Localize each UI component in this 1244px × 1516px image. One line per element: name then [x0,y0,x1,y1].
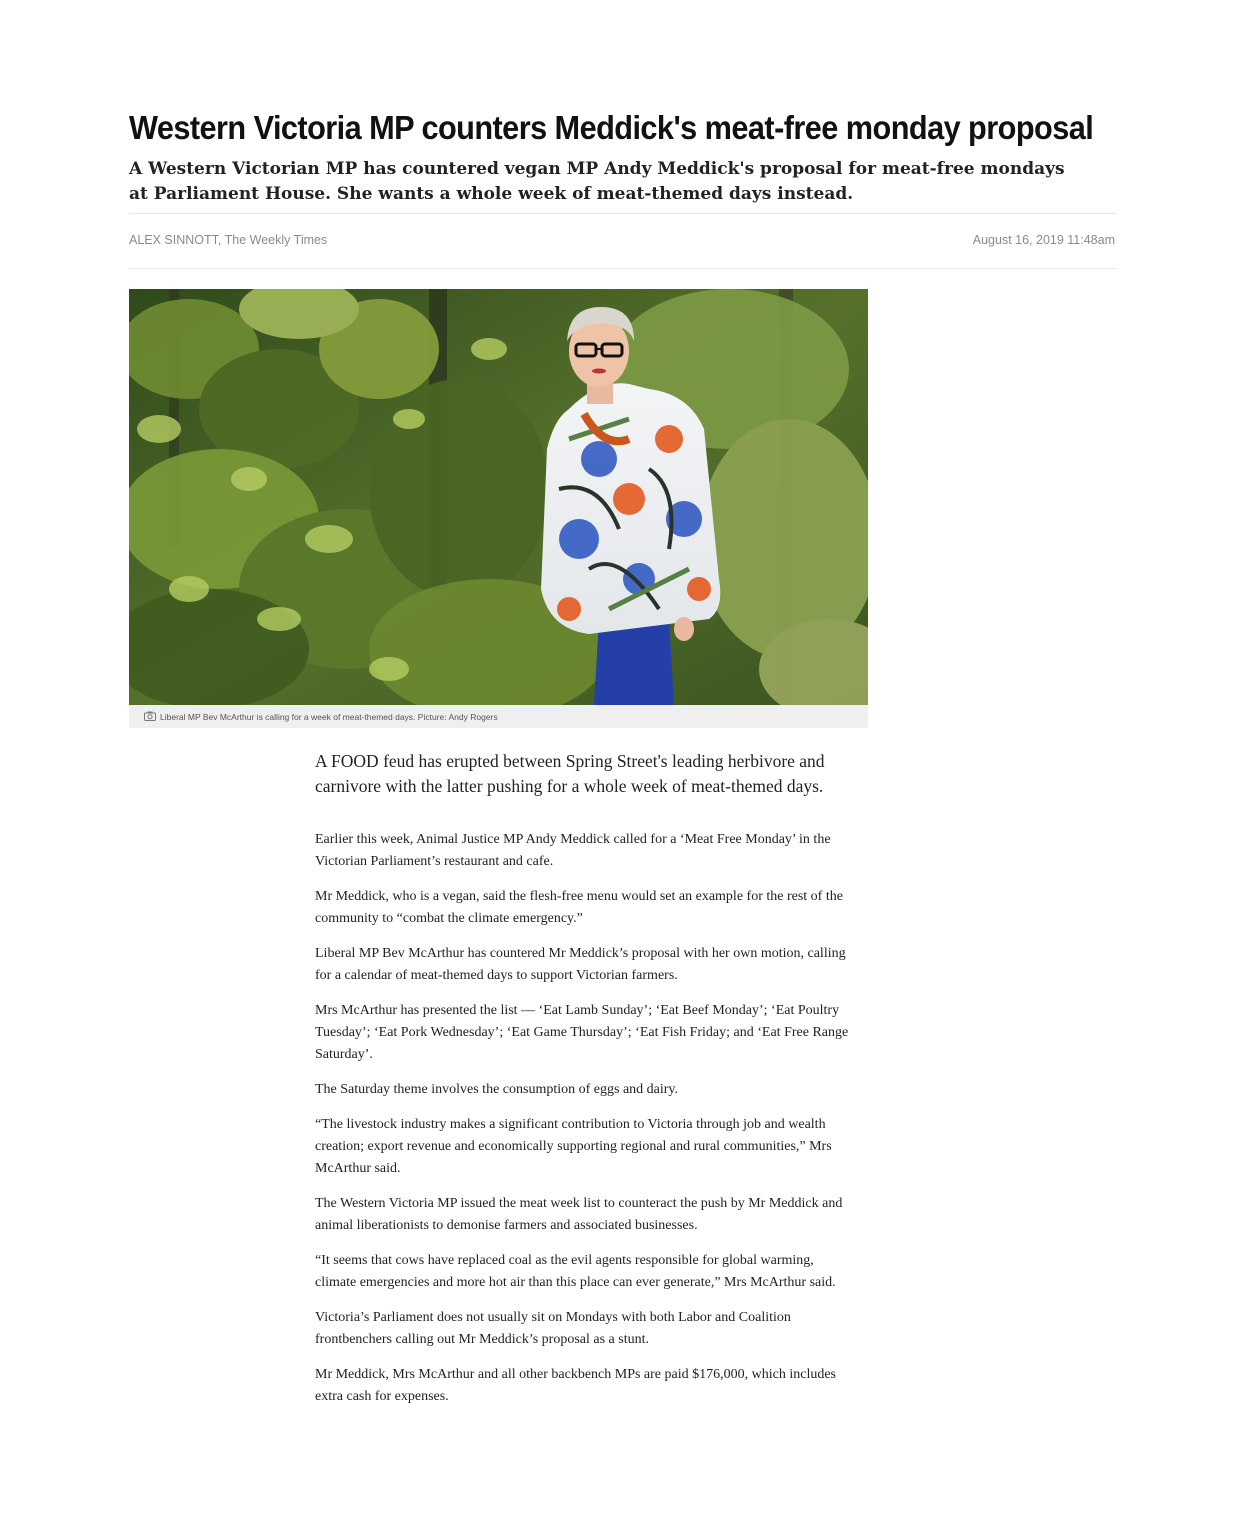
photo-caption: Liberal MP Bev McArthur is calling for a week of meat-themed days. Picture: Andy Rogers [160,712,498,722]
article-photo[interactable] [129,289,868,705]
photo-caption-bar [129,705,868,728]
article-paragraph: “The livestock industry makes a significant contribution to Victoria through job and wealth creation; export revenue and economically supporting regional and rural communities,” Mrs McArthur said. [315,1117,832,1176]
article-headline: Western Victoria MP counters Meddick's meat-free monday proposal [129,109,1094,146]
byline-bar [129,230,1115,252]
publication-name: , The Weekly Times [217,233,328,247]
article-paragraph: The Western Victoria MP issued the meat week list to counteract the push by Mr Meddick and animal liberationists to demonise farmers and associated businesses. [315,1196,843,1233]
article-paragraph: Mr Meddick, who is a vegan, said the flesh-free menu would set an example for the rest of the community to “combat the climate emergency.” [315,889,843,926]
article-paragraph: Liberal MP Bev McArthur has countered Mr Meddick’s proposal with her own motion, calling for a calendar of meat-themed days to support Victorian farmers. [315,946,846,983]
article-standfirst: A Western Victorian MP has countered vegan MP Andy Meddick's proposal for meat-free mondays at Parliament House. She wants a whole week of meat-themed days instead. [129,159,1065,204]
article-paragraph: Earlier this week, Animal Justice MP Andy Meddick called for a ‘Meat Free Monday’ in the Victorian Parliament’s restaurant and cafe. [315,832,831,869]
article-paragraph: Victoria’s Parliament does not usually sit on Mondays with both Labor and Coalition frontbenchers calling out Mr Meddick’s proposal as a stunt. [315,1310,791,1347]
divider-top [129,213,1115,214]
photo-illustration [129,289,868,705]
article-paragraph: Mrs McArthur has presented the list — ‘Eat Lamb Sunday’; ‘Eat Beef Monday’; ‘Eat Poultry Tuesday’; ‘Eat Pork Wednesday’; ‘Eat Game Thursday’; ‘Eat Fish Friday; and ‘Eat Free Range Saturday’. [315,1003,849,1062]
article-paragraph: Mr Meddick, Mrs McArthur and all other backbench MPs are paid $176,000, which includes extra cash for expenses. [315,1367,836,1404]
article-paragraph: “It seems that cows have replaced coal as the evil agents responsible for global warming, climate emergencies and more hot air than this place can ever generate,” Mrs McArthur said. [315,1253,836,1290]
article-body [315,749,855,1421]
article-paragraph: The Saturday theme involves the consumption of eggs and dairy. [315,1082,679,1097]
byline [129,233,327,247]
author-name[interactable]: ALEX SINNOTT [129,233,218,247]
divider-bottom [129,268,1115,269]
camera-icon [144,711,156,721]
publish-timestamp: August 16, 2019 11:48am [972,233,1115,247]
article-lead: A FOOD feud has erupted between Spring Street's leading herbivore and carnivore with the latter pushing for a whole week of meat-themed days. [315,751,825,796]
